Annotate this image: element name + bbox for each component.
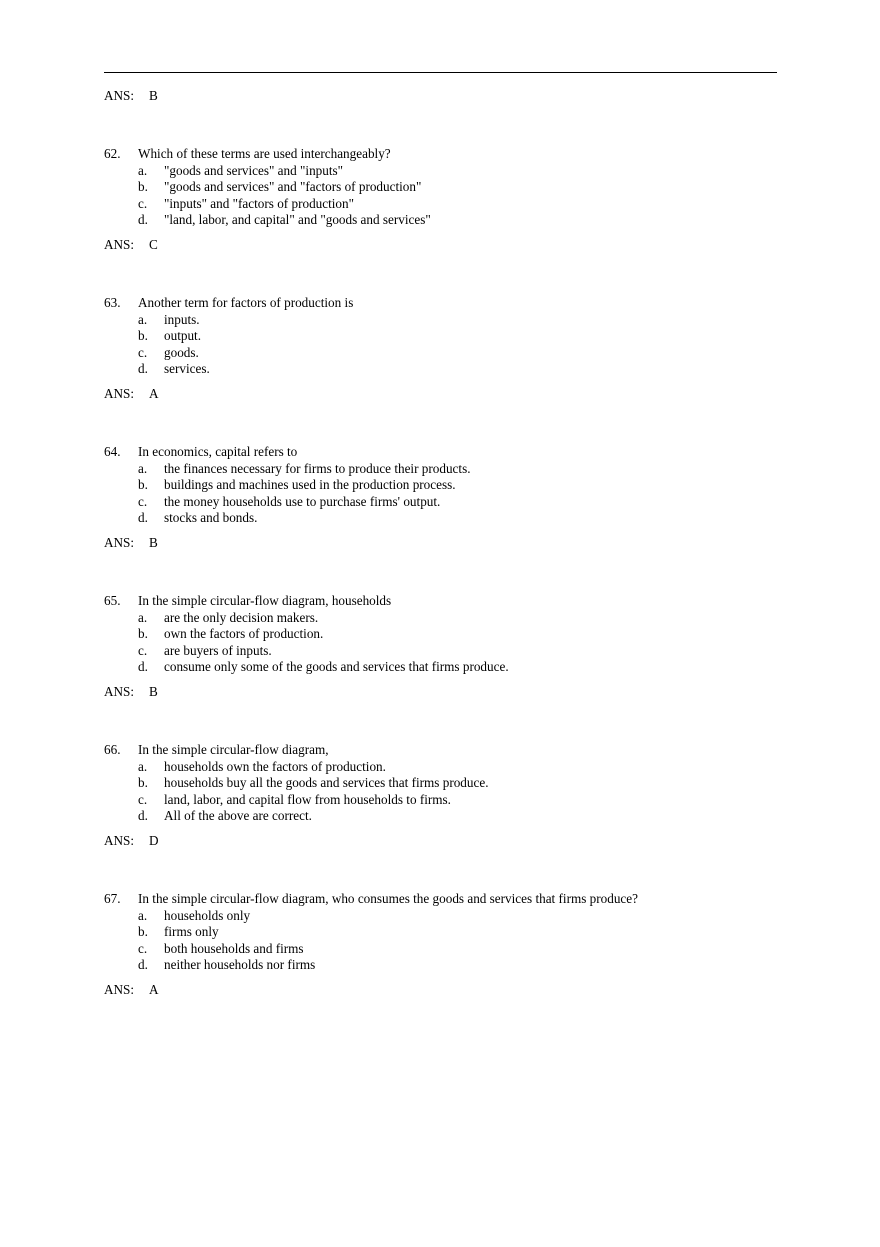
answer-choice (104, 163, 784, 180)
choice-letter: b. (138, 328, 148, 343)
choice-letter: c. (138, 195, 148, 211)
question-65 (104, 593, 784, 700)
choice-text: All of the above are correct. (164, 808, 312, 823)
choice-text: the money households use to purchase firms' output. (164, 493, 441, 509)
choice-text: land, labor, and capital flow from households to firms. (164, 791, 451, 807)
choice-letter: b. (138, 179, 148, 194)
answer-choice (104, 477, 784, 494)
question-text: In the simple circular-flow diagram, (138, 742, 329, 757)
answer-key (104, 982, 784, 999)
question-62 (104, 146, 784, 253)
previous-answer (104, 88, 158, 105)
answer-choice (104, 179, 784, 196)
answer-choice (104, 510, 784, 527)
answer-choice (104, 941, 784, 958)
answer-label: ANS: (104, 534, 135, 550)
header-rule (104, 72, 777, 73)
choice-letter: d. (138, 510, 148, 525)
answer-choice (104, 924, 784, 941)
question-stem (104, 146, 784, 163)
choice-letter: c. (138, 791, 148, 807)
answer-key (104, 237, 784, 254)
question-number: 64. (104, 444, 121, 459)
answer-label: ANS: (104, 385, 135, 401)
choice-text: neither households nor firms (164, 957, 316, 972)
answer-choice (104, 345, 784, 362)
question-stem (104, 891, 784, 908)
choice-text: goods. (164, 344, 199, 360)
answer-key (104, 833, 784, 850)
answer-value: B (149, 88, 158, 103)
choice-letter: a. (138, 311, 148, 327)
answer-choice (104, 494, 784, 511)
answer-label: ANS: (104, 88, 135, 103)
question-stem (104, 295, 784, 312)
question-text: Another term for factors of production is (138, 295, 354, 310)
choice-text: "goods and services" and "factors of production" (164, 179, 422, 194)
choice-letter: a. (138, 460, 148, 476)
question-number: 67. (104, 891, 121, 906)
choice-text: own the factors of production. (164, 626, 324, 641)
choice-text: consume only some of the goods and services that firms produce. (164, 659, 509, 674)
choice-text: "land, labor, and capital" and "goods and services" (164, 212, 431, 227)
answer-choice (104, 361, 784, 378)
question-number: 66. (104, 742, 121, 757)
answer-choice (104, 643, 784, 660)
choice-text: are the only decision makers. (164, 609, 319, 625)
question-text: In economics, capital refers to (138, 444, 298, 459)
choice-text: services. (164, 361, 210, 376)
choice-text: stocks and bonds. (164, 510, 258, 525)
answer-choice (104, 461, 784, 478)
choice-text: output. (164, 328, 201, 343)
answer-choice (104, 212, 784, 229)
choice-text: households own the factors of production. (164, 758, 386, 774)
question-stem (104, 593, 784, 610)
answer-value: B (149, 534, 158, 550)
choice-letter: d. (138, 361, 148, 376)
question-text: In the simple circular-flow diagram, households (138, 593, 392, 608)
answer-choice (104, 610, 784, 627)
answer-key (104, 535, 784, 552)
choice-text: "goods and services" and "inputs" (164, 162, 344, 178)
answer-choice (104, 196, 784, 213)
choice-letter: d. (138, 957, 148, 972)
answer-choice (104, 759, 784, 776)
answer-key (104, 684, 784, 701)
choice-text: buildings and machines used in the production process. (164, 477, 456, 492)
choice-letter: b. (138, 477, 148, 492)
answer-value: A (149, 385, 159, 401)
question-66 (104, 742, 784, 849)
answer-choice (104, 328, 784, 345)
choice-text: households buy all the goods and services that firms produce. (164, 775, 489, 790)
question-stem (104, 742, 784, 759)
question-text: In the simple circular-flow diagram, who consumes the goods and services that firms produce? (138, 891, 638, 906)
choice-letter: c. (138, 493, 148, 509)
choice-text: households only (164, 907, 251, 923)
question-64 (104, 444, 784, 551)
answer-choice (104, 626, 784, 643)
answer-label: ANS: (104, 832, 135, 848)
answer-choice (104, 659, 784, 676)
question-text: Which of these terms are used interchangeably? (138, 146, 391, 161)
choice-letter: b. (138, 775, 148, 790)
answer-choice (104, 312, 784, 329)
answer-choice (104, 775, 784, 792)
choice-letter: d. (138, 659, 148, 674)
choice-text: are buyers of inputs. (164, 642, 272, 658)
choice-text: "inputs" and "factors of production" (164, 195, 355, 211)
choice-text: inputs. (164, 311, 200, 327)
question-number: 62. (104, 146, 121, 161)
question-number: 63. (104, 295, 121, 310)
choice-letter: c. (138, 344, 148, 360)
choice-letter: c. (138, 940, 148, 956)
choice-letter: d. (138, 808, 148, 823)
choice-letter: a. (138, 758, 148, 774)
choice-letter: a. (138, 609, 148, 625)
question-67 (104, 891, 784, 998)
question-number: 65. (104, 593, 121, 608)
choice-letter: b. (138, 626, 148, 641)
answer-choice (104, 808, 784, 825)
choice-text: the finances necessary for firms to produce their products. (164, 460, 471, 476)
answer-label: ANS: (104, 683, 135, 699)
choice-text: both households and firms (164, 940, 304, 956)
choice-letter: c. (138, 642, 148, 658)
answer-key (104, 386, 784, 403)
answer-label: ANS: (104, 981, 135, 997)
answer-value: B (149, 683, 158, 699)
question-63 (104, 295, 784, 402)
answer-value: A (149, 981, 159, 997)
question-stem (104, 444, 784, 461)
choice-letter: a. (138, 162, 148, 178)
answer-value: D (149, 832, 159, 848)
choice-letter: d. (138, 212, 148, 227)
answer-choice (104, 957, 784, 974)
answer-choice (104, 792, 784, 809)
choice-letter: b. (138, 924, 148, 939)
choice-letter: a. (138, 907, 148, 923)
answer-choice (104, 908, 784, 925)
answer-label: ANS: (104, 236, 135, 252)
choice-text: firms only (164, 924, 219, 939)
answer-value: C (149, 236, 158, 252)
